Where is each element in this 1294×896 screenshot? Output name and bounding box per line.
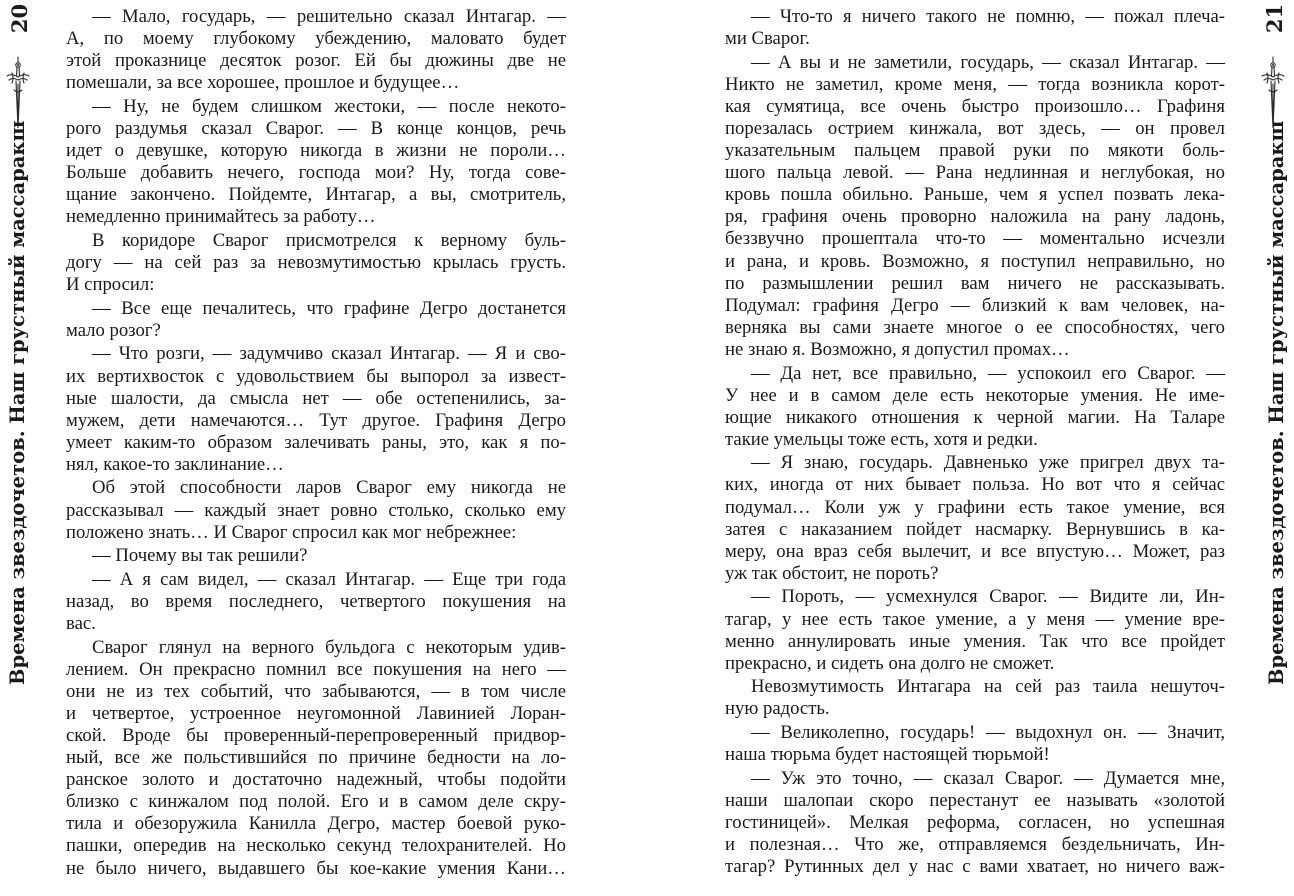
text-line: В коридоре Сварог присмотрелся к верному буль-: [92, 229, 566, 251]
text-line: гостиницей». Мелкая реформа, согласен, но успешная: [725, 811, 1225, 833]
text-line: пашки, опередив на несколько секунд телохранителей. Но: [66, 835, 566, 857]
text-line: ные шалости, да смысла нет — обе остепенились, за-: [66, 387, 566, 409]
text-line: такие умельцы тоже есть, хотя и редки.: [725, 428, 1038, 450]
text-line: менно аннулировать иные умения. Так что все пройдет: [725, 630, 1225, 652]
text-line: лением. Он прекрасно помнил все покушения на него —: [66, 658, 566, 680]
text-line: мало розог?: [66, 319, 161, 341]
dagger-ornament-icon: [3, 54, 33, 130]
text-line: Невозмутимость Интагара на сей раз таила нешуточ-: [751, 676, 1225, 698]
text-line: ную радость.: [725, 698, 830, 720]
text-line: наши шалопаи скоро перестанут ее называть «золотой: [725, 789, 1225, 811]
text-line: догу — на сей раз за невозмутимостью крылась грусть.: [66, 252, 566, 274]
text-line: назад, во время последнего, четвертого покушения на: [66, 590, 566, 612]
text-line: щание закончено. Пойдемте, Интагар, а вы, смотритель,: [66, 184, 566, 206]
running-head: Времена звездочетов. Наш грустный массаракш: [6, 120, 29, 685]
text-line: положено знать… И Сварог спросил как мог небрежнее:: [66, 521, 517, 543]
text-line: Подумал: графиня Дегро — близкий к вам человек, на-: [725, 294, 1225, 316]
text-line: Сварог глянул на верного бульдога с некоторым удив-: [92, 636, 566, 658]
text-line: Об этой способности ларов Сварог ему никогда не: [92, 477, 566, 499]
text-line: вас.: [66, 613, 96, 635]
text-line: мужем, дети намечаются… Тут другое. Графиня Дегро: [66, 409, 566, 431]
text-line: ких, иногда от них бывает польза. Но вот что я сейчас: [725, 474, 1225, 496]
text-line: подумал… Коли уж у графини есть такое умение, вся: [725, 496, 1225, 518]
text-line: по размышлении решил вам ничего не рассказывать.: [725, 272, 1225, 294]
text-line: — Что розги, — задумчиво сказал Интагар. — Я и сво-: [92, 343, 566, 365]
text-line: — Да нет, все правильно, — успокоил его Сварог. —: [751, 362, 1225, 384]
text-line: — Я знаю, государь. Давненько уже пригрел двух та-: [751, 452, 1225, 474]
text-line: кая сумятица, все очень быстро произошло… Графиня: [725, 95, 1225, 117]
text-line: и рана, и кровь. Возможно, я поступил неправильно, но: [725, 250, 1225, 272]
text-line: умеет каким-то образом залечивать раны, это, как я по-: [66, 431, 566, 453]
text-line: У нее и в самом деле есть некоторые умения. Не име-: [725, 384, 1225, 406]
text-line: прекрасно, и сидеть она долго не сможет.: [725, 652, 1055, 674]
text-line: ми Сварог.: [725, 28, 810, 50]
text-line: — Пороть, — усмехнулся Сварог. — Видите ли, Ин-: [751, 586, 1225, 608]
text-line: не было ничего, выдавшего бы кое-какие умения Кани…: [66, 857, 566, 879]
text-line: меру, она враз себя вылечит, и все впустую… Может, раз: [725, 540, 1225, 562]
text-line: тагар, у нее есть такое умение, а у меня — умение вре-: [725, 608, 1225, 630]
text-line: этой проказнице десяток розог. Ей бы дюжины две не: [66, 50, 566, 72]
text-line: идет о девушке, которую никогда в жизни не пороли…: [66, 140, 566, 162]
text-line: — Все еще печалитесь, что графине Дегро достанется: [92, 297, 566, 319]
text-line: ской. Вроде бы проверенный-перепроверенный придвор-: [66, 725, 566, 746]
text-line: нял, какое-то заклинание…: [66, 453, 284, 475]
text-line: ный, все же польстившийся по причине бедности на ло-: [66, 747, 566, 769]
text-line: и четвертое, устроенное неугомонной Лавинией Лоран-: [66, 702, 566, 724]
text-line: наша тюрьма будет настоящей тюрьмой!: [725, 744, 1050, 766]
text-line: не знаю я. Возможно, я допустил промах…: [725, 338, 1070, 360]
text-line: — Мало, государь, — решительно сказал Интагар. —: [92, 6, 566, 27]
text-line: указательным пальцем правой руки по мякоти боль-: [725, 140, 1225, 162]
text-line: тила и обезоружила Канилла Дегро, мастер боевой руко-: [66, 813, 566, 835]
text-line: ря, графиня очень проворно наложила на рану ладонь,: [725, 206, 1225, 228]
text-line: — А вы и не заметили, государь, — сказал Интагар. —: [751, 51, 1225, 73]
text-line: ющие никакого отношения к черной магии. На Таларе: [725, 406, 1225, 428]
text-line: они не из тех событий, что забываются, — в том числе: [66, 680, 566, 702]
text-line: ранское золото и достаточно надежный, чтобы подойти: [66, 769, 566, 791]
text-line: И спросил:: [66, 274, 155, 296]
text-line: — Ну, не будем слишком жестоки, — после некото-: [92, 95, 566, 117]
text-line: немедленно принимайтесь за работу…: [66, 206, 376, 228]
body-text: [66, 6, 566, 880]
text-line: А, по моему глубокому убеждению, маловато будет: [66, 28, 566, 50]
text-line: рого раздумья сказал Сварог. — В конце концов, речь: [66, 117, 566, 139]
text-line: — Почему вы так решили?: [92, 545, 308, 567]
text-line: — Что-то я ничего такого не помню, — пожал плеча-: [751, 6, 1225, 27]
text-line: верняка вы сами знаете многое о ее способностях, чего: [725, 316, 1225, 338]
text-line: Никто не заметил, кроме меня, — тогда возникла корот-: [725, 73, 1225, 95]
text-line: помешали, за все хорошее, прошлое и будущее…: [66, 72, 460, 94]
text-line: порезалась острием кинжала, вот здесь, — он провел: [725, 117, 1225, 139]
right-page: [647, 0, 1294, 896]
text-line: кровь пошла обильно. Раньше, чем я успел позвать лека-: [725, 184, 1225, 206]
text-line: близко с кинжалом под полой. Его и в самом деле скру-: [66, 791, 566, 813]
text-line: — Уж это точно, — сказал Сварог. — Думается мне,: [751, 767, 1225, 789]
page-number: 20: [7, 3, 33, 34]
body-text: [725, 6, 1225, 878]
text-line: Больше добавить нечего, господа мои? Ну, тогда сове-: [66, 162, 566, 184]
text-line: — Великолепно, государь! — выдохнул он. — Значит,: [751, 722, 1225, 743]
page-number: 21: [1262, 3, 1288, 34]
text-line: тагар? Рутинных дел у нас с вами хватает, но ничего важ-: [725, 856, 1225, 878]
running-head: Времена звездочетов. Наш грустный массаракш: [1265, 120, 1288, 685]
text-line: и полезная… Что же, отправляемся бездельничать, Ин-: [725, 833, 1225, 855]
text-line: их вертихвосток с удовольствием бы выпорол за извест-: [66, 365, 566, 387]
text-line: шого пальца левой. — Рана недлинная и неглубокая, но: [725, 162, 1225, 184]
text-line: уж так обстоит, не пороть?: [725, 562, 939, 584]
dagger-ornament-icon: [1258, 54, 1288, 130]
text-line: рассказывал — каждый знает ровно столько, сколько ему: [66, 499, 566, 521]
text-line: — А я сам видел, — сказал Интагар. — Еще три года: [92, 568, 566, 590]
text-line: беззвучно прошептала что-то — моментально исчезли: [725, 228, 1225, 250]
text-line: затея с наказанием пойдет насмарку. Вернувшись в ка-: [725, 518, 1225, 540]
